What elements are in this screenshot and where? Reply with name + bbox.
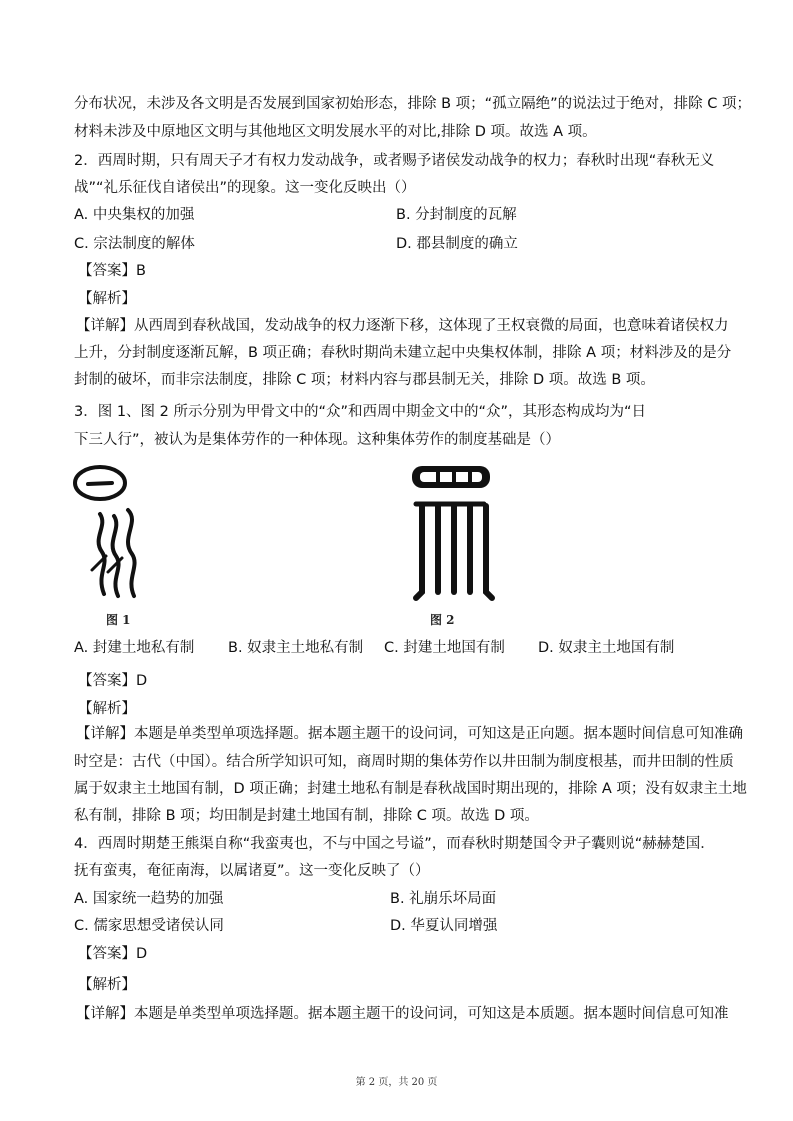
q3-option-a: A. 封建土地私有制 [74,640,195,656]
q3-stem-line: 下三人行”，被认为是集体劳作的一种体现。这种集体劳作的制度基础是（） [74,432,561,448]
q3-detail-line: 属于奴隶主土地国有制，D 项正确；封建土地私有制是春秋战国时期出现的，排除 A 项；没有奴隶主土地 [74,781,747,797]
q2-stem-line: 2．西周时期，只有周天子才有权力发动战争，或者赐予诸侯发动战争的权力；春秋时出现“春秋无义 [74,153,715,169]
q2-option-d: D. 郡县制度的确立 [396,236,518,252]
q4-option-b: B. 礼崩乐坏局面 [390,891,497,907]
q4-answer: 【答案】D [78,946,148,962]
q3-option-b: B. 奴隶主土地私有制 [228,640,364,656]
q3-option-c: C. 封建土地国有制 [384,640,505,656]
q2-option-c: C. 宗法制度的解体 [74,236,195,252]
q3-detail-line: 时空是：古代（中国）。结合所学知识可知，商周时期的集体劳作以井田制为制度根基，而井田制的性质 [74,754,734,770]
q4-option-c: C. 儒家思想受诸侯认同 [74,918,224,934]
q3-analysis-label: 【解析】 [78,701,136,717]
q2-stem-line: 战”“礼乐征伐自诸侯出”的现象。这一变化反映出（） [74,180,416,196]
q2-option-b: B. 分封制度的瓦解 [396,207,517,223]
q4-detail-line: 【详解】本题是单类型单项选择题。据本题主题干的设问词，可知这是本质题。据本题时间信息可知准 [76,1006,729,1022]
q4-option-a: A. 国家统一趋势的加强 [74,891,224,907]
q4-stem-line: 4．西周时期楚王熊渠自称“我蛮夷也，不与中国之号谥”，而春秋时期楚国令尹子囊则说“赫赫楚国． [74,836,715,852]
q4-stem-line: 抚有蛮夷，奄征南海，以属诸夏”。这一变化反映了（） [74,863,430,879]
q2-detail-line: 封制的破坏，而非宗法制度，排除 C 项；材料内容与郡县制无关，排除 D 项。故选 B 项。 [74,372,655,388]
q3-stem-line: 3．图 1、图 2 所示分别为甲骨文中的“众”和西周中期金文中的“众”，其形态构成均为“日 [74,404,647,420]
q2-detail-line: 【详解】从西周到春秋战国，发动战争的权力逐渐下移，这体现了王权衰微的局面，也意味着诸侯权力 [76,318,729,334]
q3-option-d: D. 奴隶主土地国有制 [538,640,675,656]
q4-analysis-label: 【解析】 [78,977,136,993]
q4-option-d: D. 华夏认同增强 [390,918,498,934]
intro-line: 分布状况，未涉及各文明是否发展到国家初始形态，排除 B 项；“孤立隔绝”的说法过于绝对，排除 C 项； [74,96,752,112]
bronze-inscription-zhong-glyph [402,462,498,602]
intro-line: 材料未涉及中原地区文明与其他地区文明发展水平的对比,排除 D 项。故选 A 项。 [74,124,597,140]
q2-option-a: A. 中央集权的加强 [74,207,195,223]
q3-detail-line: 【详解】本题是单类型单项选择题。据本题主题干的设问词，可知这是正向题。据本题时间信息可知准确 [76,726,743,742]
figure-1-caption: 图 1 [106,613,131,627]
oracle-bone-zhong-glyph [70,462,160,602]
q3-detail-line: 私有制，排除 B 项；均田制是封建土地国有制，排除 C 项。故选 D 项。 [74,808,539,824]
q2-analysis-label: 【解析】 [78,291,136,307]
q3-answer: 【答案】D [78,673,148,689]
q2-detail-line: 上升，分封制度逐渐瓦解，B 项正确；春秋时期尚未建立起中央集权体制，排除 A 项；材料涉及的是分 [74,345,732,361]
page-footer: 第 2 页，共 20 页 [355,1077,438,1088]
q2-answer: 【答案】B [78,263,146,279]
figure-2-caption: 图 2 [430,613,455,627]
